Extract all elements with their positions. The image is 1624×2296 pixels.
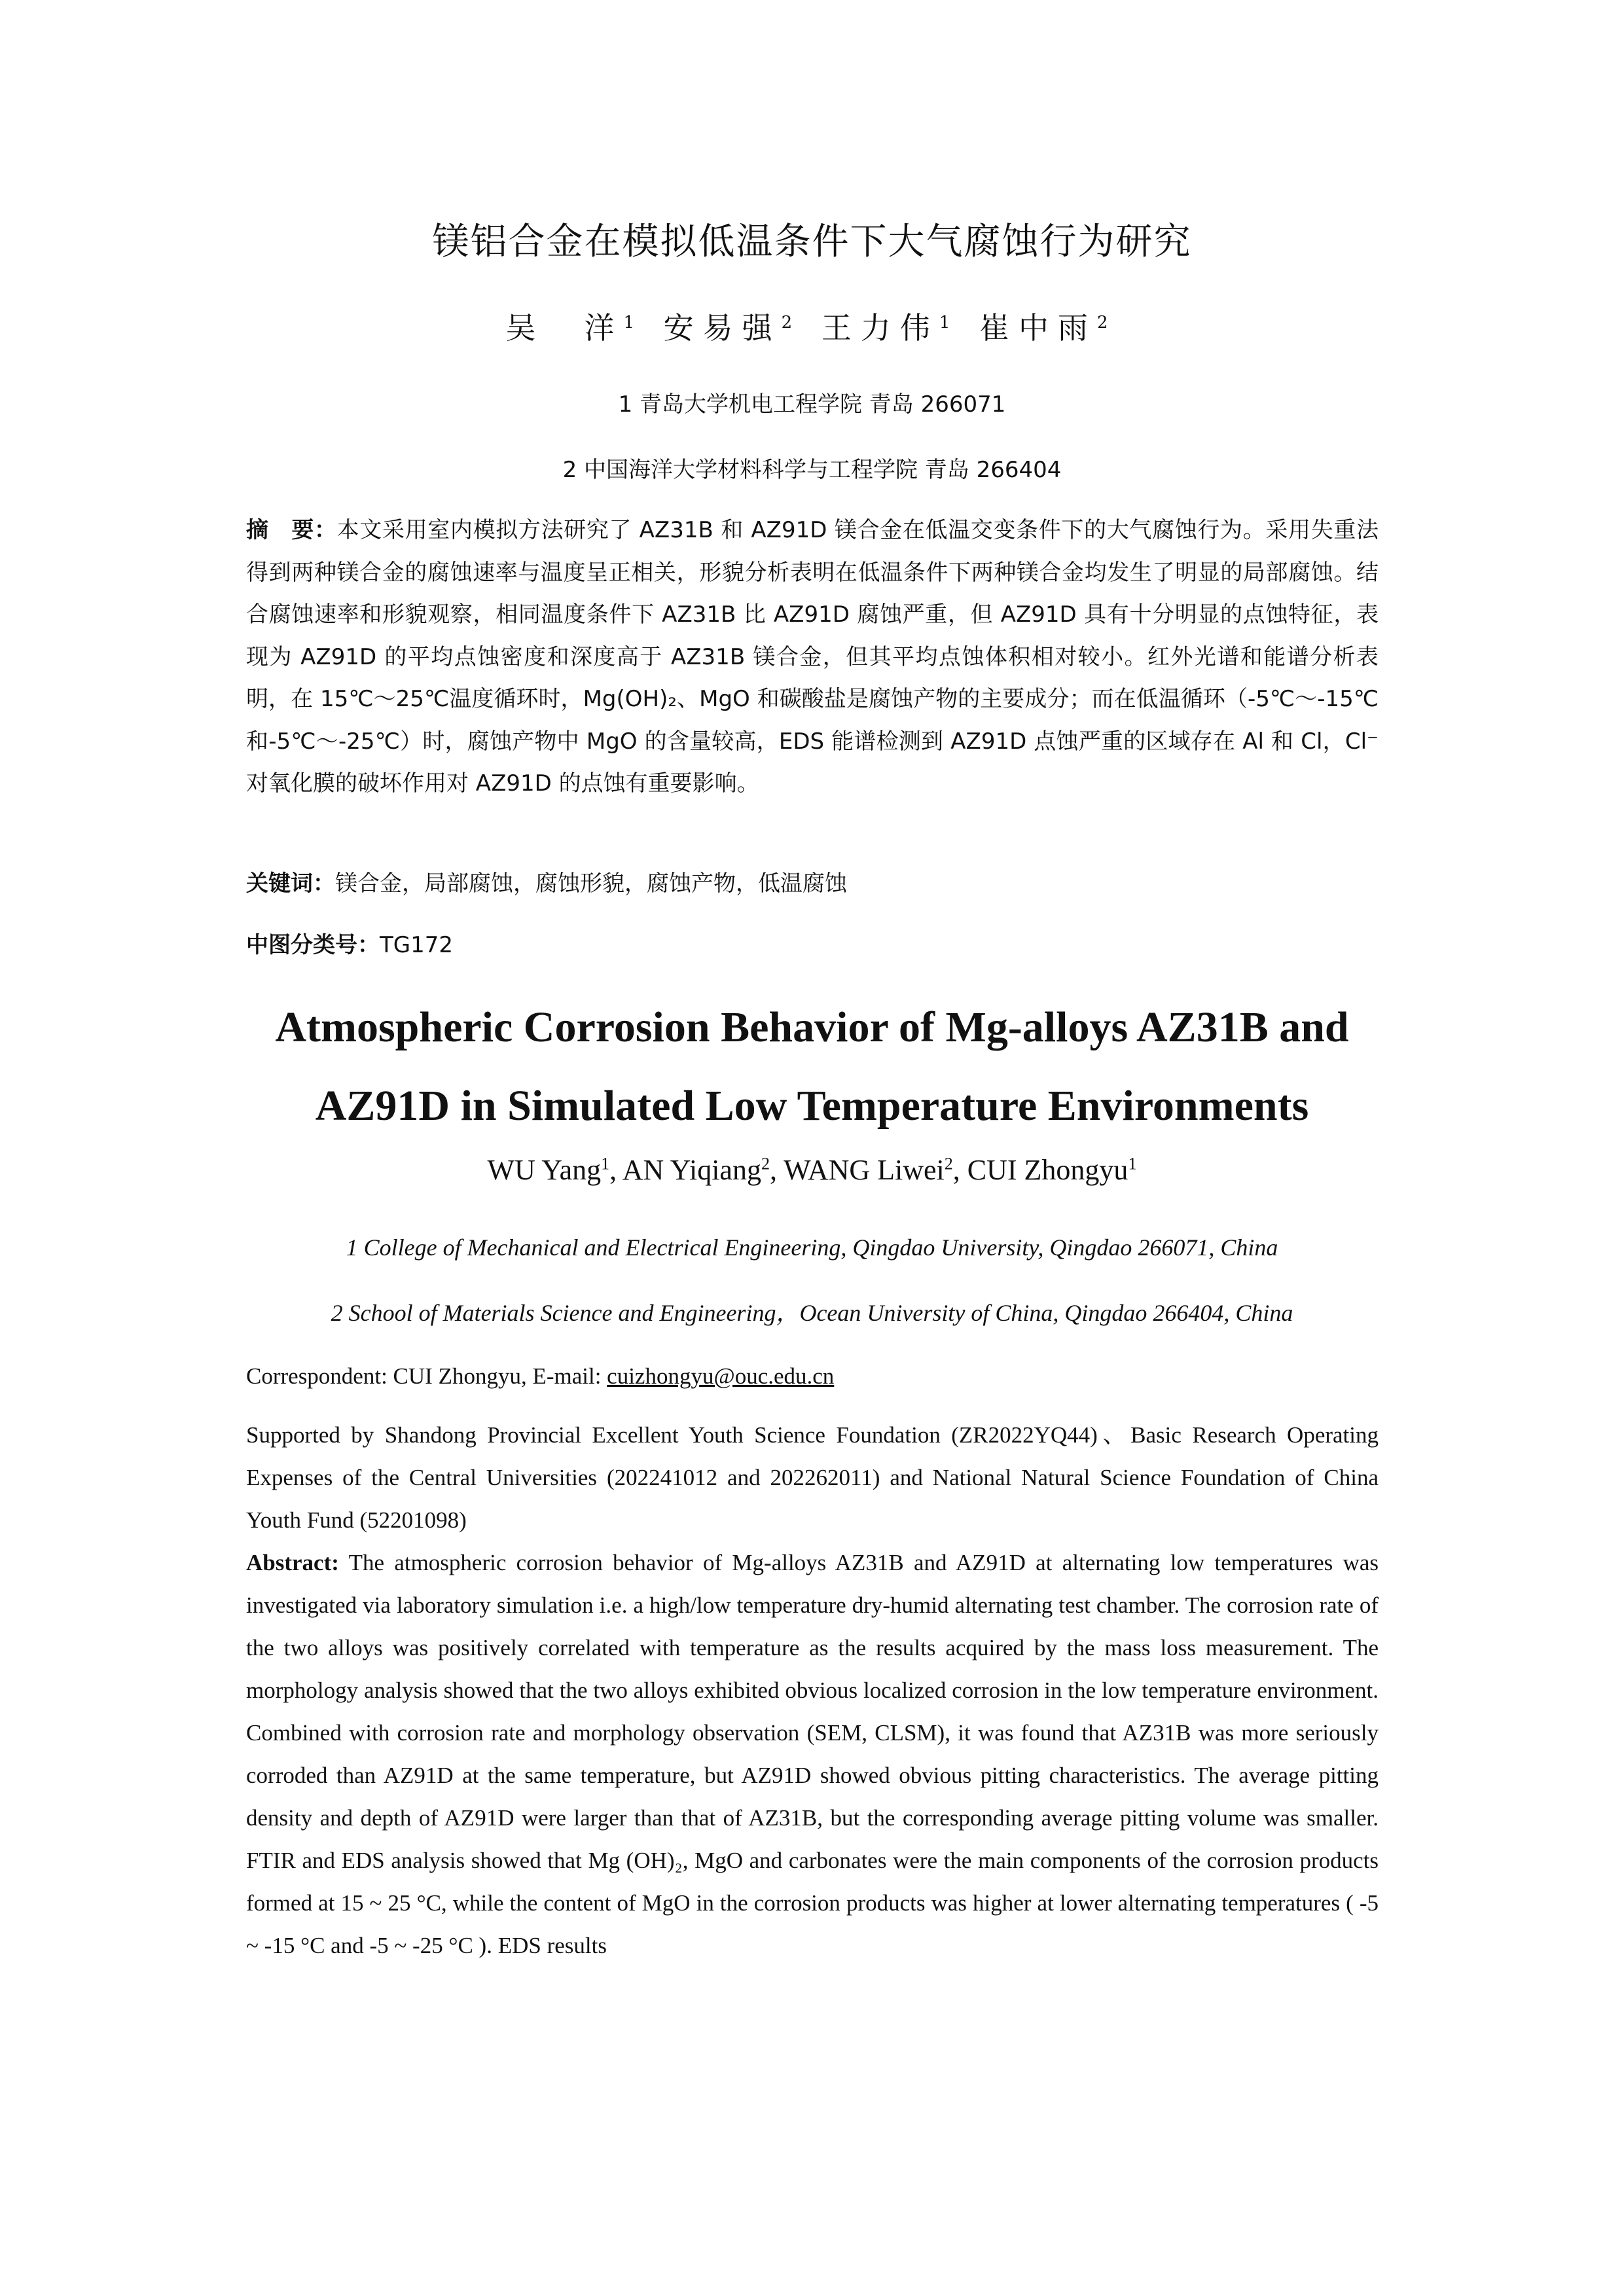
author-affiliation-mark: 1 [939,312,950,332]
author-name: 吴 洋 [505,310,624,346]
chinese-title: 镁铝合金在模拟低温条件下大气腐蚀行为研究 [432,221,1192,263]
chinese-clc-text: TG172 [380,932,454,958]
correspondent-label: Correspondent: CUI Zhongyu, E-mail: [246,1363,607,1389]
chinese-abstract [246,509,1379,805]
english-title [0,988,1624,1145]
chinese-keywords-text: 镁合金，局部腐蚀，腐蚀形貌，腐蚀产物，低温腐蚀 [335,870,847,897]
english-affiliation-1: 1 College of Mechanical and Electrical Engineering, Qingdao University, Qingdao 266071, China [346,1234,1278,1261]
author-affiliation-mark: 2 [1096,312,1108,332]
chinese-affiliation-1: 1 青岛大学机电工程学院 青岛 266071 [618,391,1006,418]
author-affiliation-mark: 2 [761,1154,770,1174]
author-affiliation-mark: 1 [1128,1154,1137,1174]
english-title-line-2: AZ91D in Simulated Low Temperature Environments [315,1082,1309,1130]
author-affiliation-mark: 1 [623,312,635,332]
chinese-clc-label: 中图分类号： [246,932,380,958]
english-affiliation-2: 2 School of Materials Science and Engineering，Ocean University of China, Qingdao 266404, China [331,1300,1293,1326]
author-name: WANG Liwei [784,1154,945,1186]
author-name: WU Yang [487,1154,602,1186]
chinese-abstract-text: 本文采用室内模拟方法研究了 AZ31B 和 AZ91D 镁合金在低温交变条件下的大气腐蚀行为。采用失重法得到两种镁合金的腐蚀速率与温度呈正相关，形貌分析表明在低温条件下两种镁合金均发生了明显的局部腐蚀。结合腐蚀速率和形貌观察，相同温度条件下 AZ31B 比 AZ91D 腐蚀严重，但 AZ91D 具有十分明显的点蚀特征，表现为 AZ91D 的平均点蚀密度和深度高于 AZ31B 镁合金，但其平均点蚀体积相对较小。红外光谱和能谱分析表明，在 15℃～25℃温度循环时，Mg(OH)₂、MgO 和碳酸盐是腐蚀产物的主要成分；而在低温循环（-5℃～-15℃和-5℃～-25℃）时，腐蚀产物中 MgO 的含量较高，EDS 能谱检测到 AZ91D 点蚀严重的区域存在 Al 和 Cl，Cl⁻对氧化膜的破坏作用对 AZ91D 的点蚀有重要影响。 [246,517,1379,797]
funding-statement [246,1414,1379,1541]
author-affiliation-mark: 1 [601,1154,610,1174]
english-authors: WU Yang$^1$, AN Yiqiang$^2$, WANG Liwei$^2$, CUI Zhongyu$^1$ [487,1154,1137,1186]
chinese-keywords-label: 关键词： [246,870,335,897]
chinese-abstract-label: 摘 要： [246,517,337,543]
author-name: CUI Zhongyu [967,1154,1128,1186]
chinese-authors [0,304,1624,348]
author-name: AN Yiqiang [622,1154,761,1186]
english-title-line-1: Atmospheric Corrosion Behavior of Mg-alloys AZ31B and [275,1003,1349,1051]
english-abstract-label: Abstract: [246,1550,339,1575]
author-affiliation-mark: 2 [781,312,793,332]
correspondent [246,1355,1379,1397]
chinese-clc [246,924,1379,967]
author-affiliation-mark: 2 [944,1154,953,1174]
funding-text: Supported by Shandong Provincial Excellent Youth Science Foundation (ZR2022YQ44)、Basic Research Operating Expenses of the Central Universities (202241012 and 202262011) and National Natural Science Foundation of China Youth Fund (52201098) [246,1422,1379,1533]
email-link[interactable]: cuizhongyu@ouc.edu.cn [607,1363,835,1389]
chinese-affiliation-2: 2 中国海洋大学材料科学与工程学院 青岛 266404 [562,457,1062,483]
chinese-keywords [246,863,1379,905]
author-name: 安易强 [663,310,782,346]
author-name: 崔中雨 [979,310,1097,346]
english-abstract-text: The atmospheric corrosion behavior of Mg-alloys AZ31B and AZ91D at alternating low temperatures was investigated via laboratory simulation i.e. a high/low temperature dry-humid alternating test chamber. The corrosion rate of the two alloys was positively correlated with temperature as the results acquired by the mass loss measurement. The morphology analysis showed that the two alloys exhibited obvious localized corrosion in the low temperature environment. Combined with corrosion rate and morphology observation (SEM, CLSM), it was found that AZ31B was more seriously corroded than AZ91D at the same temperature, but AZ91D showed obvious pitting characteristics. The average pitting density and depth of AZ91D were larger than that of AZ31B, but the corresponding average pitting volume was smaller. FTIR and EDS analysis showed that Mg (OH)₂, MgO and carbonates were the main components of the corrosion products formed at 15 ~ 25 °C, while the content of MgO in the corrosion products was higher at lower alternating temperatures ( -5 ~ -15 °C and -5 ~ -25 °C ). EDS results [246,1550,1379,1958]
author-name: 王力伟 [821,310,939,346]
english-abstract [246,1541,1379,1967]
